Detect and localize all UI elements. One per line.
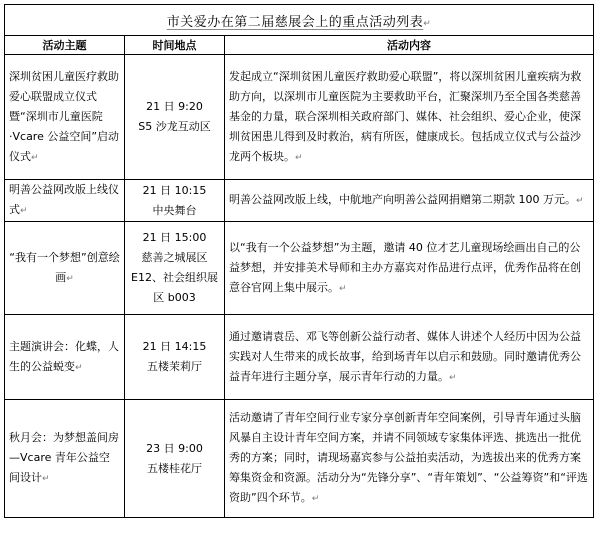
theme-text: 深圳贫困儿童医疗救助爱心联盟成立仪式暨“深圳市儿童医院·Vcare 公益空间”启动仪式: [9, 69, 120, 163]
return-mark-icon: ↵: [311, 494, 320, 504]
time-place-cell: [125, 315, 225, 400]
table-row: [5, 222, 594, 315]
return-mark-icon: ↵: [66, 273, 74, 284]
return-mark-icon: ↵: [295, 152, 303, 163]
content-cell: [225, 400, 594, 518]
event-place: 慈善之城展区 E12、社会组织展区 b003: [131, 251, 218, 304]
table-row: [5, 315, 594, 400]
content-text: 活动邀请了青年空间行业专家分享创新青年空间案例，引导青年通过头脑风暴自主设计青年空间方案，并请不同领域专家集体评选、挑选出一批优秀的方案；同时，请现场嘉宾参与公益拍卖活动，为选拔出来的优秀方案筹集资金和资源。活动分为“先锋分享”、“青年策划”、“公益筹资”和“评选资助”四个环节。: [229, 411, 588, 504]
event-place: 五楼茉莉厅: [147, 360, 202, 373]
theme-cell: [5, 400, 125, 518]
theme-cell: [5, 55, 125, 180]
event-time: 21 日 14:15: [142, 340, 207, 353]
return-mark-icon: ↵: [31, 152, 39, 163]
return-mark-icon: ↵: [20, 206, 28, 216]
theme-cell: [5, 222, 125, 315]
content-cell: [225, 315, 594, 400]
event-time: 23 日 9:00: [146, 441, 203, 455]
content-text: 发起成立“深圳贫困儿童医疗救助爱心联盟”，将以深圳贫困儿童疾病为救助方向，以深圳市儿童医院为主要救助平台，汇聚深圳乃至全国各类慈善基金的力量，联合深圳相关政府部门、媒体、社会组织、爱心企业，使深圳贫困患儿得到及时救治，病有所医，健康成长。包括成立仪式与公益沙龙两个板块。: [229, 69, 582, 163]
table-row: [5, 400, 594, 518]
header-theme: 活动主题: [5, 36, 125, 55]
header-time-place: 时间地点: [125, 36, 225, 55]
theme-text: 主题演讲会：化蝶，人生的公益蜕变: [9, 339, 119, 373]
return-mark-icon: ↵: [42, 474, 50, 484]
return-mark-icon: ↵: [576, 196, 584, 206]
time-place-cell: [125, 400, 225, 518]
header-content: 活动内容: [225, 36, 594, 55]
event-place: 中央舞台: [152, 203, 197, 217]
event-place: 五楼桂花厅: [147, 461, 202, 475]
return-mark-icon: ↵: [423, 18, 432, 29]
theme-text: 明善公益网改版上线仪式: [9, 183, 119, 216]
theme-text: 秋月会：为梦想盖间房—Vcare 青年公益空间设计: [9, 431, 119, 484]
table-title-cell: [5, 5, 594, 36]
document-page: [4, 4, 593, 531]
title-row: [5, 5, 594, 36]
theme-cell: [5, 180, 125, 222]
time-place-cell: [125, 222, 225, 315]
time-place-cell: [125, 180, 225, 222]
theme-cell: [5, 315, 125, 400]
content-text: 通过邀请袁岳、邓飞等创新公益行动者、媒体人讲述个人经历中因为公益实践对人生带来的成长故事，给到场青年以启示和鼓励。同时邀请优秀公益青年进行主题分享，展示青年行动的力量。: [229, 329, 581, 383]
content-cell: [225, 222, 594, 315]
content-text: 明善公益网改版上线，中航地产向明善公益网捐赠第二期款 100 万元。: [229, 193, 576, 206]
return-mark-icon: ↵: [75, 362, 83, 373]
table-row: [5, 55, 594, 180]
event-place: S5 沙龙互动区: [138, 120, 211, 133]
event-time: 21 日 15:00: [142, 231, 207, 244]
table-row: [5, 180, 594, 222]
content-cell: [225, 180, 594, 222]
return-mark-icon: ↵: [339, 283, 347, 294]
table-title: 市关爱办在第二届慈展会上的重点活动列表: [166, 14, 424, 30]
content-text: 以“我有一个公益梦想”为主题，邀请 40 位才艺儿童现场绘画出自己的公益梦想，并安排美术导师和主办方嘉宾对作品进行点评，优秀作品将在创意谷官网上集中展示。: [229, 240, 581, 294]
theme-text: “我有一个梦想”创意绘画: [9, 250, 120, 284]
event-time: 21 日 10:15: [142, 183, 207, 197]
content-cell: [225, 55, 594, 180]
events-table: [4, 4, 594, 518]
return-mark-icon: ↵: [449, 372, 457, 383]
header-row: [5, 36, 594, 55]
time-place-cell: [125, 55, 225, 180]
event-time: 21 日 9:20: [146, 100, 203, 113]
